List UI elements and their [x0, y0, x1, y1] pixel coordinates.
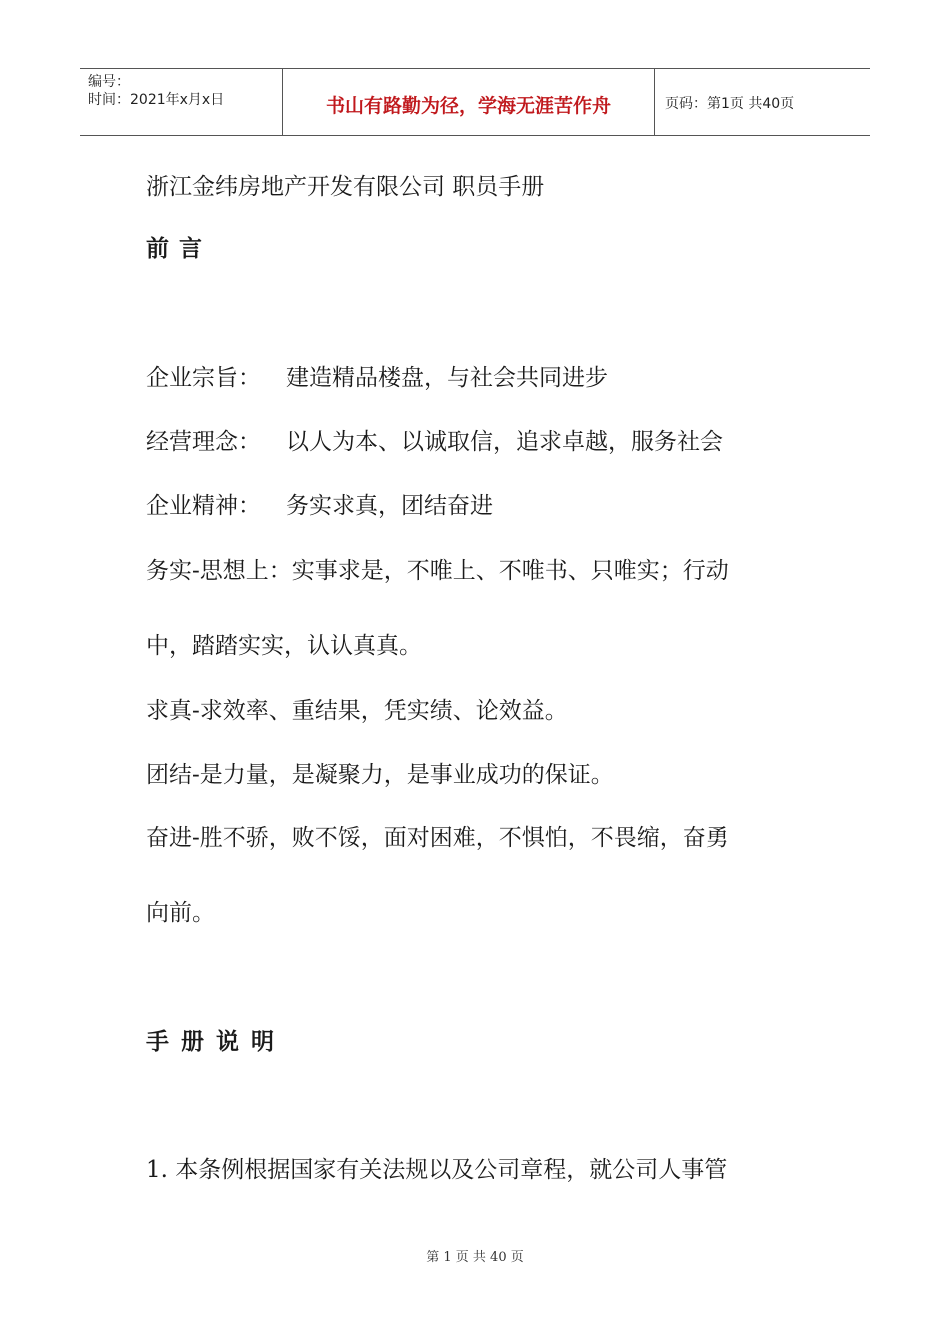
document-date: 时间：2021年x月x日	[88, 92, 225, 108]
philosophy-label: 经营理念：	[146, 429, 261, 455]
pragmatic-line-1: 务实-思想上：实事求是，不唯上、不唯书、只唯实；行动	[146, 558, 729, 584]
spirit-label: 企业精神：	[146, 493, 261, 519]
company-title: 浙江金纬房地产开发有限公司 职员手册	[146, 174, 545, 200]
purpose-line	[146, 363, 608, 393]
header-meta	[80, 69, 282, 135]
page-header	[80, 68, 870, 136]
header-motto: 书山有路勤为径，学海无涯苦作舟	[282, 69, 655, 135]
progress-line-1: 奋进-胜不骄，败不馁，面对困难，不惧怕，不畏缩，奋勇	[146, 825, 729, 851]
document-number-label: 编号：	[88, 74, 130, 90]
unity-line: 团结-是力量，是凝聚力，是事业成功的保证。	[146, 762, 614, 788]
spirit-line	[146, 491, 493, 521]
purpose-label: 企业宗旨：	[146, 365, 261, 391]
philosophy-text: 以人为本、以诚取信，追求卓越，服务社会	[286, 429, 723, 455]
purpose-text: 建造精品楼盘，与社会共同进步	[286, 365, 608, 391]
page-footer: 第 1 页 共 40 页	[426, 1250, 524, 1265]
philosophy-line	[146, 427, 723, 457]
header-page-info: 页码：第1页 共40页	[665, 96, 795, 112]
preface-heading: 前言	[146, 235, 212, 262]
progress-line-2: 向前。	[146, 900, 215, 926]
item-1-line: 1. 本条例根据国家有关法规以及公司章程，就公司人事管	[146, 1157, 728, 1183]
spirit-text: 务实求真，团结奋进	[286, 493, 493, 519]
pragmatic-line-2: 中，踏踏实实，认认真真。	[146, 633, 422, 659]
truth-line: 求真-求效率、重结果，凭实绩、论效益。	[146, 698, 568, 724]
manual-heading: 手册说明	[146, 1028, 286, 1055]
